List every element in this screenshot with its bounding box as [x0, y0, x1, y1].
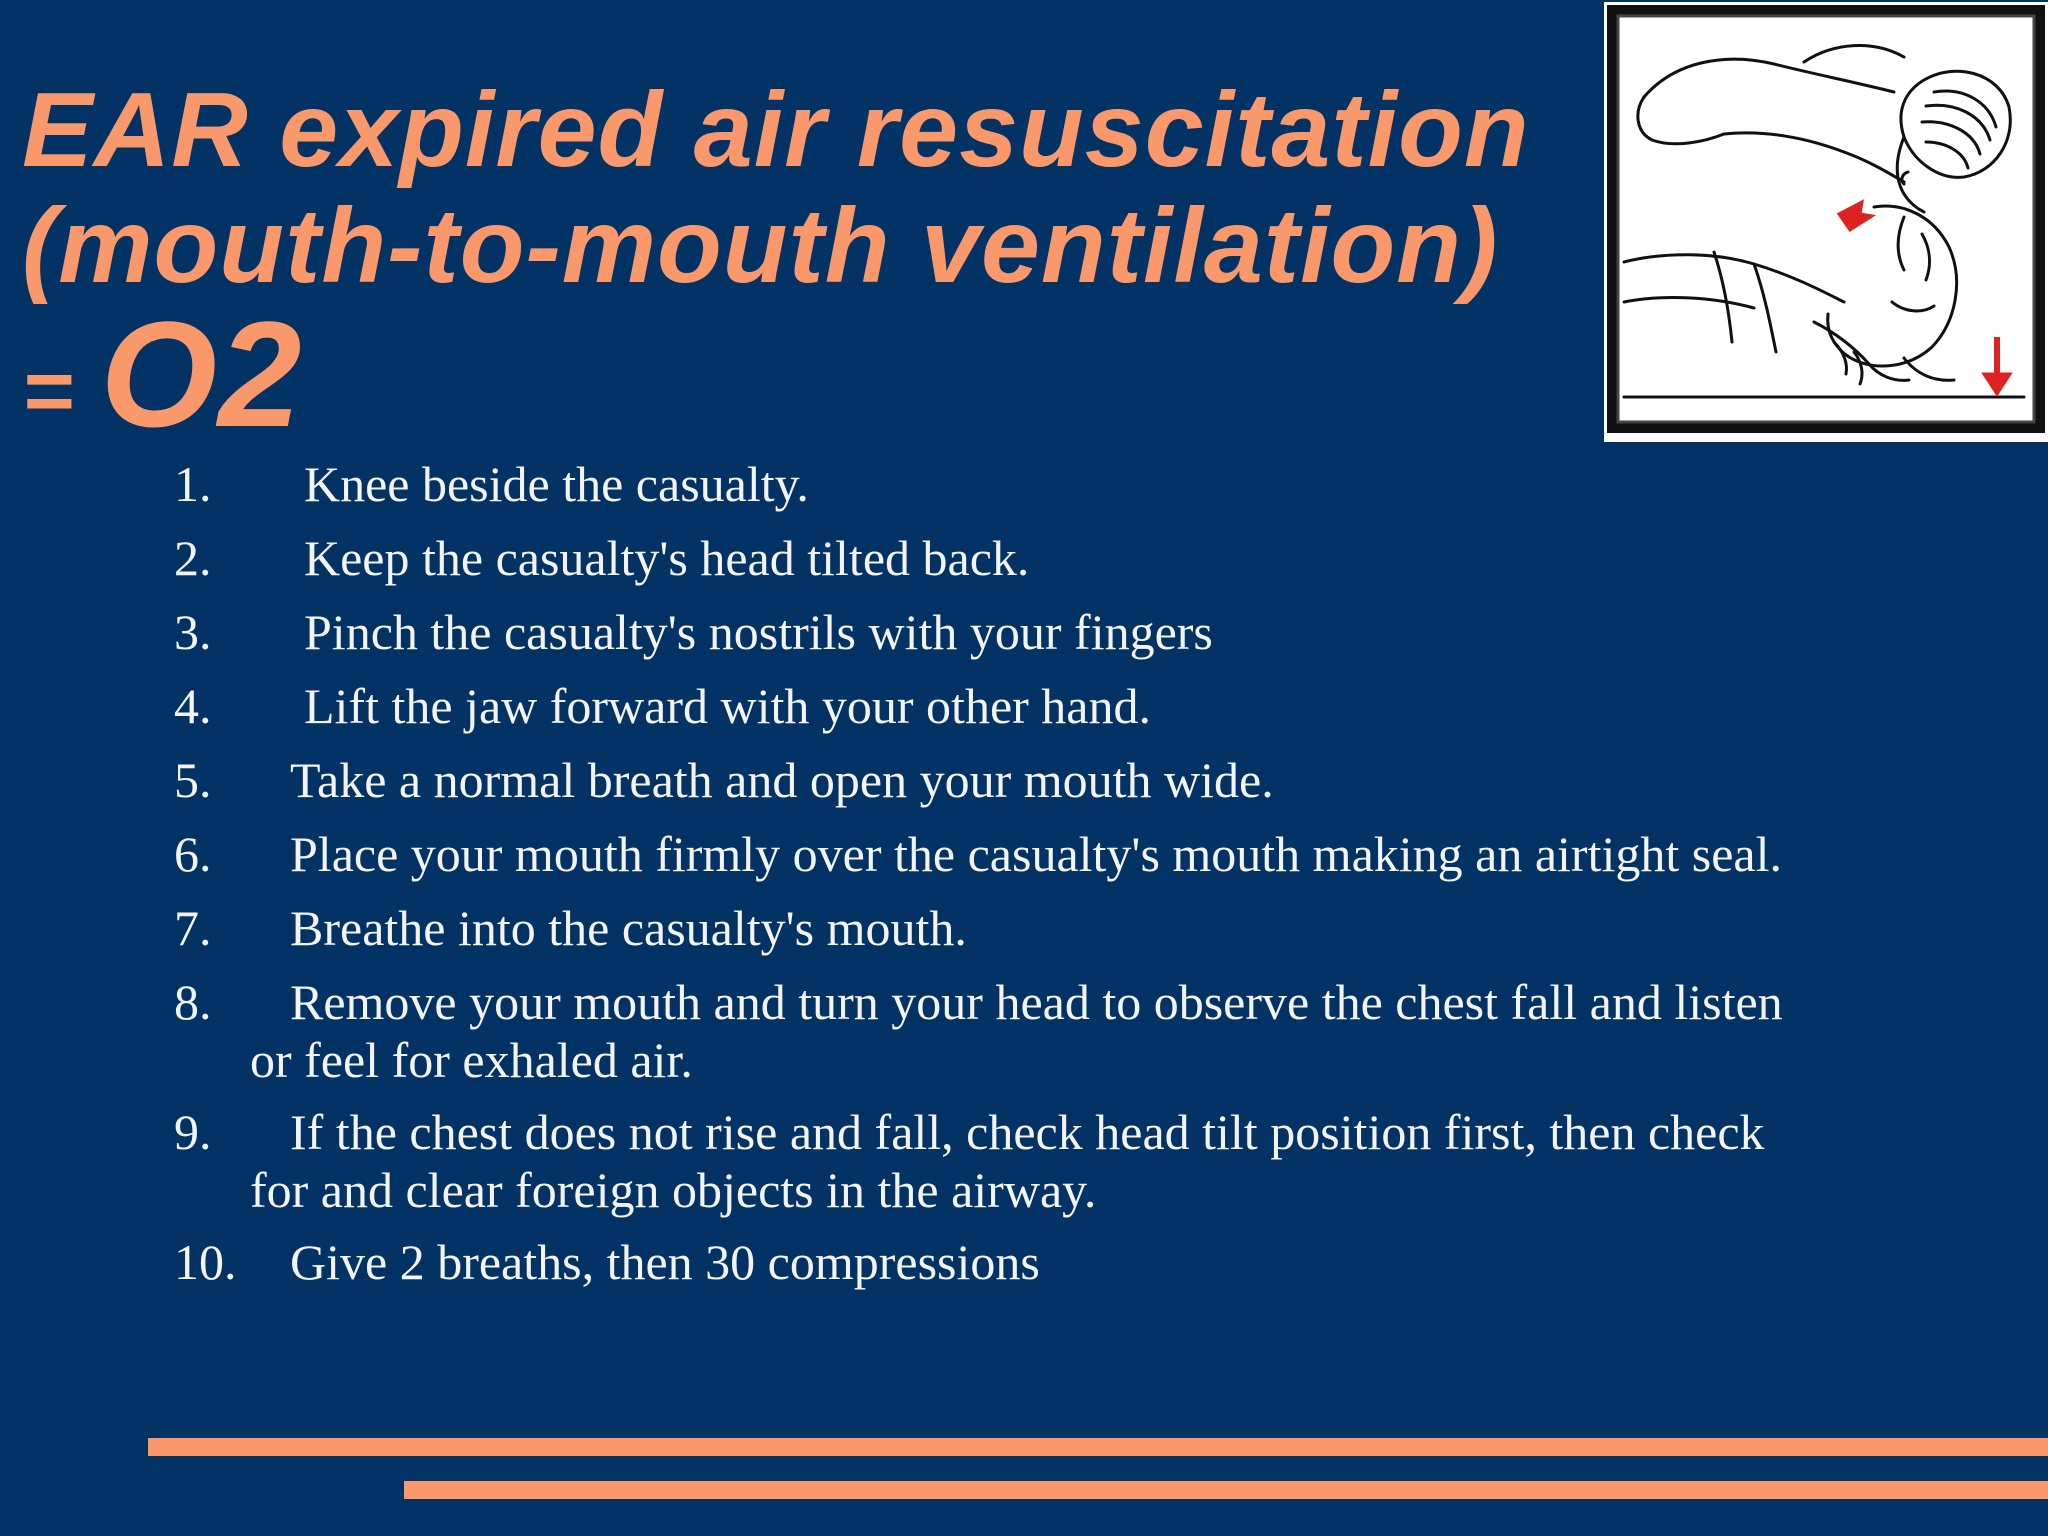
- title-line-1: EAR expired air resuscitation: [22, 71, 1530, 189]
- step-number: 10.: [174, 1234, 237, 1290]
- step-text: Remove your mouth and turn your head to observe the chest fall and listen: [290, 974, 1783, 1030]
- step-number: 5.: [174, 752, 212, 808]
- step-text-continuation: or feel for exhaled air.: [250, 1032, 693, 1088]
- list-item: [174, 1233, 2024, 1291]
- step-text: Take a normal breath and open your mouth wide.: [290, 752, 1274, 808]
- step-text-continuation: for and clear foreign objects in the airway.: [250, 1162, 1097, 1218]
- list-item: [174, 825, 2024, 883]
- mouth-to-mouth-illustration-icon: [1604, 2, 2048, 442]
- list-item: [174, 751, 2024, 809]
- step-text: Place your mouth firmly over the casualty's mouth making an airtight seal.: [290, 826, 1782, 882]
- list-item: [174, 973, 2024, 1089]
- title-equals: =: [22, 340, 75, 440]
- list-item: [174, 529, 2024, 587]
- title-line-3: [22, 290, 1602, 458]
- title-line-2: (mouth-to-mouth ventilation): [22, 187, 1499, 305]
- slide-title: [22, 71, 1602, 458]
- step-text: If the chest does not rise and fall, check head tilt position first, then check: [290, 1104, 1765, 1160]
- list-item: [174, 899, 2024, 957]
- accent-bar-bottom: [404, 1481, 2048, 1499]
- illustration-drawing: [1604, 2, 2048, 442]
- step-number: 3.: [174, 604, 212, 660]
- step-text: Give 2 breaths, then 30 compressions: [290, 1234, 1040, 1290]
- accent-bar-top: [148, 1438, 2048, 1456]
- list-item: [174, 1103, 2024, 1219]
- step-text: Knee beside the casualty.: [304, 456, 809, 512]
- list-item: [174, 677, 2024, 735]
- step-text: Lift the jaw forward with your other hand.: [304, 678, 1151, 734]
- steps-list: [174, 455, 2024, 1291]
- step-text: Pinch the casualty's nostrils with your fingers: [304, 604, 1213, 660]
- list-item: [174, 455, 2024, 513]
- title-o2: O2: [100, 290, 303, 458]
- step-number: 4.: [174, 678, 212, 734]
- step-number: 2.: [174, 530, 212, 586]
- list-item: [174, 603, 2024, 661]
- step-text: Breathe into the casualty's mouth.: [290, 900, 967, 956]
- step-number: 9.: [174, 1104, 212, 1160]
- step-number: 8.: [174, 974, 212, 1030]
- step-number: 7.: [174, 900, 212, 956]
- step-number: 1.: [174, 456, 212, 512]
- step-number: 6.: [174, 826, 212, 882]
- step-text: Keep the casualty's head tilted back.: [304, 530, 1030, 586]
